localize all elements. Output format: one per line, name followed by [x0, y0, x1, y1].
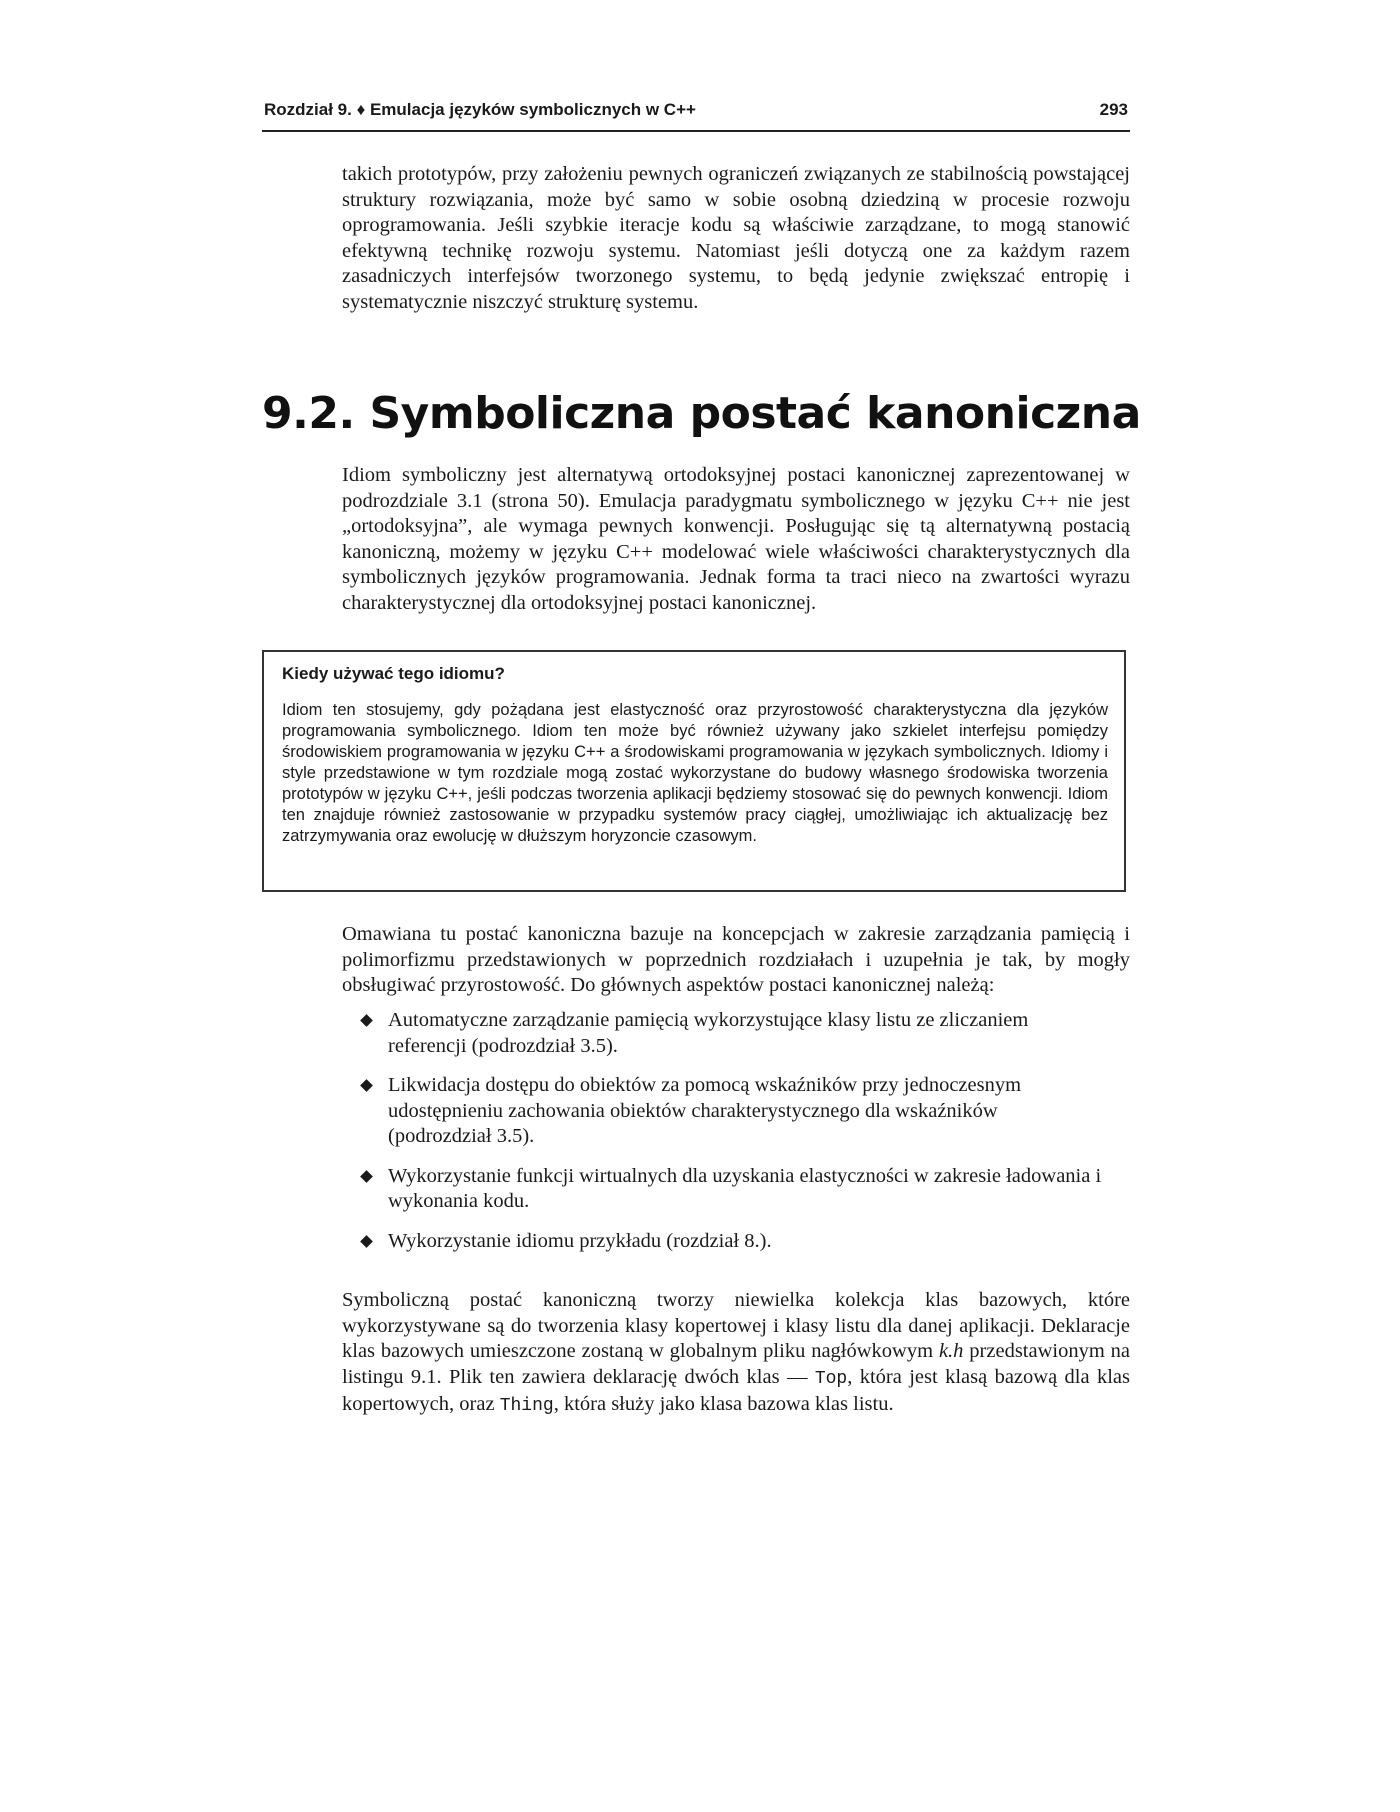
- header-filename: k.h: [938, 1340, 964, 1362]
- list-item-text: Wykorzystanie idiomu przykładu (rozdział 8.).: [388, 1229, 772, 1252]
- section-heading: 9.2. Symboliczna postać kanoniczna: [262, 388, 1141, 439]
- sidebar-title: Kiedy używać tego idiomu?: [282, 664, 505, 683]
- list-item: [362, 1073, 1102, 1150]
- diamond-bullet-icon: [360, 1079, 373, 1092]
- class-name-thing: Thing: [499, 1396, 554, 1416]
- list-item-text: Automatyczne zarządzanie pamięcią wykorzystujące klasy listu ze zliczaniem referencji (podrozdział 3.5).: [388, 1009, 1029, 1057]
- paragraph-text: Symboliczną postać kanoniczną tworzy niewielka kolekcja klas bazowych, które wykorzystywane są do tworzenia klasy kopertowej i klasy listu dla danej aplikacji. Deklaracje klas bazowych umieszczone zostaną w globalnym pliku nagłówkowym: [342, 1289, 1130, 1362]
- diamond-bullet-icon: [360, 1170, 373, 1183]
- aspects-list: [362, 1008, 1102, 1268]
- list-item-text: Wykorzystanie funkcji wirtualnych dla uzyskania elastyczności w zakresie ładowania i wykonania kodu.: [388, 1164, 1102, 1212]
- when-to-use-sidebar: [262, 650, 1126, 892]
- sidebar-text: Idiom ten stosujemy, gdy pożądana jest elastyczność oraz przyrostowość charakterystyczna dla języków programowania symbolicznego. Idiom ten może być również używany jako szkielet interfejsu pomiędzy środowiskiem programowania w języku C++ a środowiskami programowania w językach symbolicznych. Idiomy i style przedstawione w tym rozdziale mogą zostać wykorzystane do budowy własnego środowiska tworzenia prototypów w języku C++, jeśli podczas tworzenia aplikacji będziemy stosować się do pewnych konwencji. Idiom ten znajduje również zastosowanie w przypadku systemów pracy ciągłej, umożliwiając ich aktualizację bez zatrzymywania oraz ewolucję w dłuższym horyzoncie czasowym.: [282, 701, 1108, 845]
- paragraph-text: , która służy jako klasa bazowa klas listu.: [553, 1393, 894, 1415]
- list-item-text: Likwidacja dostępu do obiektów za pomocą wskaźników przy jednoczesnym udostępnieniu zachowania obiektów charakterystycznego dla wskaźników (podrozdział 3.5).: [388, 1074, 1022, 1147]
- page-number: 293: [1099, 100, 1128, 119]
- list-item: [362, 1164, 1102, 1215]
- list-item: [362, 1229, 1102, 1255]
- paragraph-text: przedstawionym na listingu 9.1. Plik ten zawiera deklarację dwóch klas —: [342, 1340, 1131, 1388]
- list-item: [362, 1008, 1102, 1059]
- chapter-title: Rozdział 9. ♦ Emulacja języków symbolicznych w C++: [264, 100, 696, 119]
- section-paragraph: Idiom symboliczny jest alternatywą ortodoksyjnej postaci kanonicznej zaprezentowanej w podrozdziale 3.1 (strona 50). Emulacja paradygmatu symbolicznego w języku C++ nie jest „ortodoksyjna”, ale wymaga pewnych konwencji. Posługując się tą alternatywną postacią kanoniczną, możemy w języku C++ modelować wiele właściwości charakterystycznych dla symbolicznych języków programowania. Jednak forma ta traci nieco na zwartości wyrazu charakterystycznej dla ortodoksyjnej postaci kanonicznej.: [342, 464, 1130, 614]
- running-header: [262, 100, 1130, 132]
- intro-paragraph: takich prototypów, przy założeniu pewnych ograniczeń związanych ze stabilnością powstającej struktury rozwiązania, może być samo w sobie osobną dziedziną w procesie rozwoju oprogramowania. Jeśli szybkie iteracje kodu są właściwie zarządzane, to mogą stanowić efektywną technikę rozwoju systemu. Natomiast jeśli dotyczą one za każdym razem zasadniczych interfejsów tworzonego systemu, to będą jedynie zwiększać entropię i systematycznie niszczyć strukturę systemu.: [342, 163, 1130, 313]
- canonical-form-paragraph: Omawiana tu postać kanoniczna bazuje na koncepcjach w zakresie zarządzania pamięcią i polimorfizmu przedstawionych w poprzednich rozdziałach i uzupełnia je tak, by mogły obsługiwać przyrostowość. Do głównych aspektów postaci kanonicznej należą:: [342, 923, 1130, 996]
- diamond-bullet-icon: [360, 1235, 373, 1248]
- paragraph-text: , która jest klasą bazową dla klas kopertowych, oraz: [342, 1365, 1130, 1415]
- base-classes-paragraph: [342, 1288, 1130, 1420]
- class-name-top: Top: [814, 1368, 848, 1389]
- diamond-bullet-icon: [360, 1014, 373, 1027]
